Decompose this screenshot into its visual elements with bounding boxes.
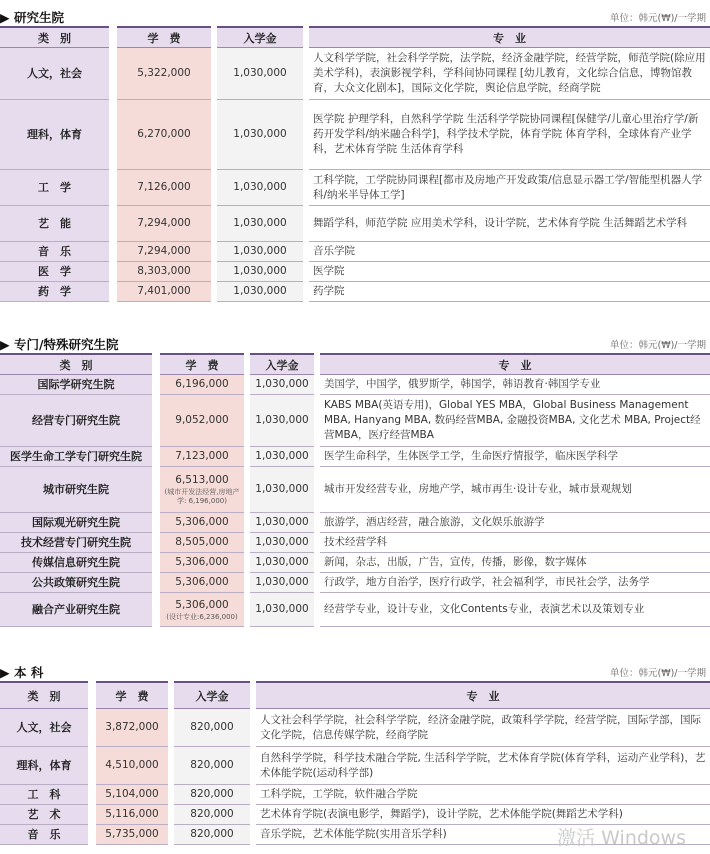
row-major: 医学院 护理学科，自然科学学院 生活科学学院协同课程[保健学/儿童心里治疗学/新药开发学科/纳米融合科学]，科学技术学院，体育学院 体育学科，全球体育产业学科，艺术体育学院 生活体育学科 [309,100,710,170]
row-fee [160,395,244,447]
row-major: 医学生命科学，生体医学工学，生命医疗情报学，临床医学科学 [320,447,710,467]
row-major: 工科学院，工学院，软件融合学院 [256,785,710,805]
row-admission: 1,030,000 [217,206,303,242]
row-fee: 7,294,000 [117,206,211,242]
row-category: 公共政策研究生院 [0,573,152,593]
row-fee: 8,303,000 [117,262,211,282]
fee-value: 6,196,000 [175,378,229,390]
row-category: 音 乐 [0,242,109,262]
row-fee [160,375,244,395]
row-category: 艺 能 [0,206,109,242]
fee-note: (设计专业:6,236,000) [166,612,238,621]
row-admission: 1,030,000 [250,573,314,593]
special-table [0,353,710,627]
row-category: 音 乐 [0,825,88,845]
undergrad-table [0,681,710,845]
header-major: 专 业 [256,681,710,709]
row-major: 旅游学，酒店经营，融合旅游，文化娱乐旅游学 [320,513,710,533]
table-row [0,533,710,553]
row-category: 医学生命工学专门研究生院 [0,447,152,467]
row-admission: 1,030,000 [217,48,303,100]
undergrad-unit: 单位：韩元(₩)/一学期 [609,668,706,679]
table-row [0,242,710,262]
row-admission: 820,000 [174,785,250,805]
row-category: 理科，体育 [0,747,88,785]
row-major: 药学院 [309,282,710,302]
row-major: 人文社会科学学院，社会科学学院，经济金融学院，政策科学学院，经营学院，国际学部，国际文化学院，信息传媒学院，经商学院 [256,709,710,747]
table-row [0,553,710,573]
table-row [0,805,710,825]
special-unit: 单位：韩元(₩)/一学期 [609,340,706,351]
header-fee: 学 费 [160,353,244,375]
fee-value: 7,123,000 [175,450,229,462]
row-fee: 7,294,000 [117,242,211,262]
row-major: 工科学院，工学院协同课程[都市及房地产开发政策/信息显示器工学/智能型机器人学科/纳米半导体工学] [309,170,710,206]
row-admission: 1,030,000 [217,242,303,262]
row-category: 医 学 [0,262,109,282]
row-fee: 7,401,000 [117,282,211,302]
row-admission: 1,030,000 [250,513,314,533]
undergrad-title: ▶ 本 科 [0,665,44,680]
row-admission: 1,030,000 [217,282,303,302]
table-row [0,573,710,593]
graduate-title: ▶ 研究生院 [0,10,64,25]
table-row [0,467,710,513]
row-admission: 1,030,000 [250,553,314,573]
row-category: 融合产业研究生院 [0,593,152,627]
row-fee: 4,510,000 [96,747,168,785]
row-admission: 820,000 [174,747,250,785]
row-category: 人文，社会 [0,709,88,747]
table-row [0,593,710,627]
header-fee: 学 费 [96,681,168,709]
fee-value: 5,306,000 [175,516,229,528]
table-row [0,395,710,447]
row-major: 经营学专业，设计专业，文化Contents专业，表演艺术以及策划专业 [320,593,710,627]
header-fee: 学 费 [117,26,211,48]
special-title: ▶ 专门/特殊研究生院 [0,337,119,352]
table-header-row [0,681,710,709]
graduate-table [0,26,710,302]
row-fee [160,533,244,553]
table-row [0,48,710,100]
table-header-row [0,26,710,48]
row-major: 新闻，杂志，出版，广告，宣传，传播，影像，数字媒体 [320,553,710,573]
row-major: 艺术体育学院(表演电影学，舞蹈学)，设计学院，艺术体能学院(舞蹈艺术学科) [256,805,710,825]
row-major: KABS MBA(英语专用)，Global YES MBA，Global Business Management MBA, Hanyang MBA, 数码经营MBA, 金融投资MBA, 文化艺术 MBA, Project经营MBA，医疗经营MBA [320,395,710,447]
row-major: 自然科学学院，科学技术融合学院, 生活科学学院，艺术体育学院(体育学科，运动产业学科)，艺术体能学院(运动科学部) [256,747,710,785]
special-section [0,331,710,627]
header-category: 类 别 [0,681,88,709]
fee-value: 5,306,000 [175,556,229,568]
row-admission: 1,030,000 [250,375,314,395]
fee-value: 5,306,000 [175,576,229,588]
row-admission: 1,030,000 [217,170,303,206]
table-header-row [0,353,710,375]
header-major: 专 业 [309,26,710,48]
header-admission: 入学金 [174,681,250,709]
row-fee: 7,126,000 [117,170,211,206]
row-category: 药 学 [0,282,109,302]
row-category: 人文，社会 [0,48,109,100]
row-admission: 1,030,000 [250,395,314,447]
row-fee [160,553,244,573]
fee-note: (城市开发法经营,房地产学: 6,196,000) [164,488,240,505]
header-admission: 入学金 [250,353,314,375]
table-row [0,170,710,206]
table-row [0,262,710,282]
row-category: 艺 术 [0,805,88,825]
row-category: 理科，体育 [0,100,109,170]
table-row [0,282,710,302]
row-fee: 5,116,000 [96,805,168,825]
row-admission: 1,030,000 [250,447,314,467]
row-category: 国际学研究生院 [0,375,152,395]
header-category: 类 别 [0,353,152,375]
undergrad-header [0,659,710,681]
row-fee [160,447,244,467]
row-fee: 3,872,000 [96,709,168,747]
fee-value: 6,513,000 [175,474,229,486]
row-admission: 1,030,000 [250,467,314,513]
row-admission: 1,030,000 [217,262,303,282]
row-fee: 6,270,000 [117,100,211,170]
table-row [0,206,710,242]
table-row [0,747,710,785]
row-fee: 5,735,000 [96,825,168,845]
fee-value: 5,306,000 [175,598,229,611]
windows-activation-watermark: 激活 Windows [557,827,686,849]
row-fee [160,513,244,533]
row-major: 技术经营学科 [320,533,710,553]
table-row [0,447,710,467]
row-major: 医学院 [309,262,710,282]
row-admission: 1,030,000 [217,100,303,170]
row-category: 经营专门研究生院 [0,395,152,447]
undergrad-section [0,659,710,845]
table-row [0,709,710,747]
row-admission: 820,000 [174,709,250,747]
row-major: 行政学，地方自治学，医疗行政学，社会福利学，市民社会学，法务学 [320,573,710,593]
row-fee: 5,104,000 [96,785,168,805]
header-admission: 入学金 [217,26,303,48]
header-major: 专 业 [320,353,710,375]
row-admission: 1,030,000 [250,593,314,627]
row-category: 工 学 [0,170,109,206]
table-row [0,100,710,170]
table-row [0,375,710,395]
table-row [0,513,710,533]
row-major: 美国学，中国学，俄罗斯学，韩国学，韩语教育·韩国学专业 [320,375,710,395]
header-category: 类 别 [0,26,109,48]
fee-value: 9,052,000 [175,414,229,426]
row-major: 舞蹈学科，师范学院 应用美术学科，设计学院，艺术体育学院 生活舞蹈艺术学科 [309,206,710,242]
graduate-section [0,4,710,302]
row-major: 人文科学学院，社会科学学院，法学院，经济金融学院，经营学院，师范学院(除应用美术学科)，表演影视学科，学科间协同课程 [幼儿教育，文化综合信息，博物馆教育，大众文化剧本]，国际文化学院，舆论信息学院，经商学院 [309,48,710,100]
row-major: 音乐学院，艺术体能学院(实用音乐学科) [256,825,710,845]
fee-value: 8,505,000 [175,536,229,548]
row-category: 工 科 [0,785,88,805]
row-major: 音乐学院 [309,242,710,262]
row-fee [160,593,244,627]
row-admission: 820,000 [174,805,250,825]
table-row [0,785,710,805]
row-category: 城市研究生院 [0,467,152,513]
row-major: 城市开发经营专业，房地产学，城市再生·设计专业，城市景观规划 [320,467,710,513]
row-admission: 1,030,000 [250,533,314,553]
row-fee: 5,322,000 [117,48,211,100]
graduate-unit: 单位：韩元(₩)/一学期 [609,13,706,24]
row-fee [160,467,244,513]
special-header [0,331,710,353]
row-fee [160,573,244,593]
row-category: 技术经营专门研究生院 [0,533,152,553]
row-category: 传媒信息研究生院 [0,553,152,573]
row-category: 国际观光研究生院 [0,513,152,533]
row-admission: 820,000 [174,825,250,845]
graduate-header [0,4,710,26]
